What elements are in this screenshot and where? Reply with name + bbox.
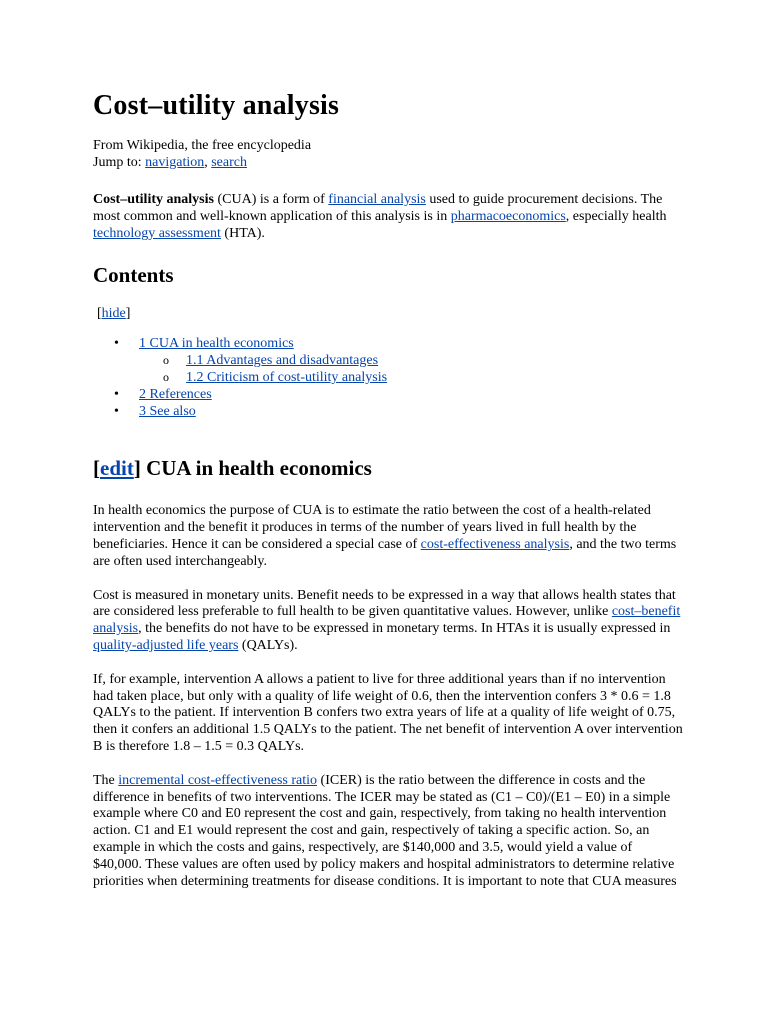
toc-link-criticism[interactable]: 1.2 Criticism of cost-utility analysis — [186, 369, 388, 385]
edit-bracket-open: [ — [93, 456, 100, 481]
intro-text-4: (HTA). — [220, 225, 265, 241]
toc-link-see-also[interactable]: 3 See also — [139, 403, 196, 419]
icer-link[interactable]: incremental cost-effectiveness ratio — [118, 772, 318, 788]
toc-link-cua-health-economics[interactable]: 1 CUA in health economics — [139, 336, 294, 352]
section-paragraph-4 — [93, 773, 683, 891]
intro-text-3: , especially health — [565, 208, 667, 224]
p2-text-3: (QALYs). — [238, 637, 298, 653]
table-of-contents — [93, 336, 683, 420]
toc-link-references[interactable]: 2 References — [139, 386, 212, 402]
intro-paragraph — [93, 192, 683, 242]
section-heading — [93, 454, 683, 482]
toc-item — [93, 370, 683, 387]
qaly-link[interactable]: quality-adjusted life years — [93, 637, 239, 653]
toc-bracket-open: [ — [97, 306, 102, 322]
intro-text-1: (CUA) is a form of — [213, 192, 329, 207]
jump-to-label: Jump to: — [93, 154, 146, 170]
contents-heading: Contents — [93, 263, 174, 288]
section-paragraph-3: If, for example, intervention A allows a patient to live for three additional years than if no intervention had taken place, but only with a quality of life weight of 0.6, then the intervention confers 3 * 0.6 = 1.8 QALYs to the patient. If intervention B confers two extra years of life at a quality of life weight of 0.75, then it confers an additional 1.5 QALYs to the patient. The net benefit of intervention A over intervention B is therefore 1.8 – 1.5 = 0.3 QALYs. — [93, 671, 683, 754]
p1-text-2: , and the two terms are often used interchangeably. — [93, 536, 677, 569]
section-paragraph-2 — [93, 588, 683, 655]
toc-hide-link[interactable]: hide — [101, 306, 126, 322]
cost-benefit-analysis-link[interactable]: cost–benefit analysis — [93, 604, 681, 637]
intro-bold-term: Cost–utility analysis — [93, 192, 214, 207]
p4-text-1: The — [93, 772, 119, 788]
article-meta — [93, 138, 683, 171]
toc-item — [93, 387, 683, 404]
page-title: Cost–utility analysis — [93, 90, 340, 121]
p4-text-2: (ICER) is the ratio between the difference in costs and the difference in benefits of two interventions. The ICER may be stated as (C1 – C0)/(E1 – E0) in a simple example where C0 and E0 represent the cost and gain, respectively, from taking no health intervention action. C1 and E1 would represent the cost and gain, respectively of taking a specific action. So, an example in which the costs and gains, respectively, are $140,000 and 3.5, would yield a value of $40,000. These values are often used by policy makers and hospital administrators to determine relative priorities when determining treatments for disease conditions. It is important to note that CUA measures — [93, 772, 677, 889]
toc-bracket-close: ] — [125, 306, 131, 322]
toc-toggle — [97, 305, 683, 322]
intro-text-2: used to guide procurement decisions. The most common and well-known application of this analysis is in — [93, 192, 663, 224]
toc-item — [93, 404, 683, 421]
edit-bracket-close: ] — [133, 456, 141, 481]
edit-link[interactable]: edit — [100, 456, 134, 481]
article — [93, 86, 683, 890]
jump-separator: , — [204, 154, 212, 170]
financial-analysis-link[interactable]: financial analysis — [328, 192, 426, 207]
toc-item — [93, 336, 683, 353]
search-link[interactable]: search — [211, 154, 247, 170]
toc-item — [93, 353, 683, 370]
technology-assessment-link[interactable]: technology assessment — [93, 225, 221, 241]
toc-link-advantages[interactable]: 1.1 Advantages and disadvantages — [186, 353, 379, 369]
site-subtitle: From Wikipedia, the free encyclopedia — [93, 138, 312, 153]
section-paragraph-1 — [93, 503, 683, 570]
jump-to-line — [93, 155, 683, 172]
pharmacoeconomics-link[interactable]: pharmacoeconomics — [450, 208, 566, 224]
section-title: CUA in health economics — [140, 456, 372, 481]
cost-effectiveness-analysis-link[interactable]: cost-effectiveness analysis — [420, 536, 570, 552]
navigation-link[interactable]: navigation — [145, 154, 205, 170]
p2-text-2: , the benefits do not have to be expressed in monetary terms. In HTAs it is usually expressed in — [138, 621, 671, 637]
p1-text-1: In health economics the purpose of CUA is to estimate the ratio between the cost of a health-related intervention and the benefit it produces in terms of the number of years lived in full health by the beneficiaries. Hence it can be considered a special case of — [93, 503, 651, 552]
p2-text-1: Cost is measured in monetary units. Benefit needs to be expressed in a way that allows health states that are considered less preferable to full health to be given quantitative values. However, unlike — [93, 587, 676, 620]
